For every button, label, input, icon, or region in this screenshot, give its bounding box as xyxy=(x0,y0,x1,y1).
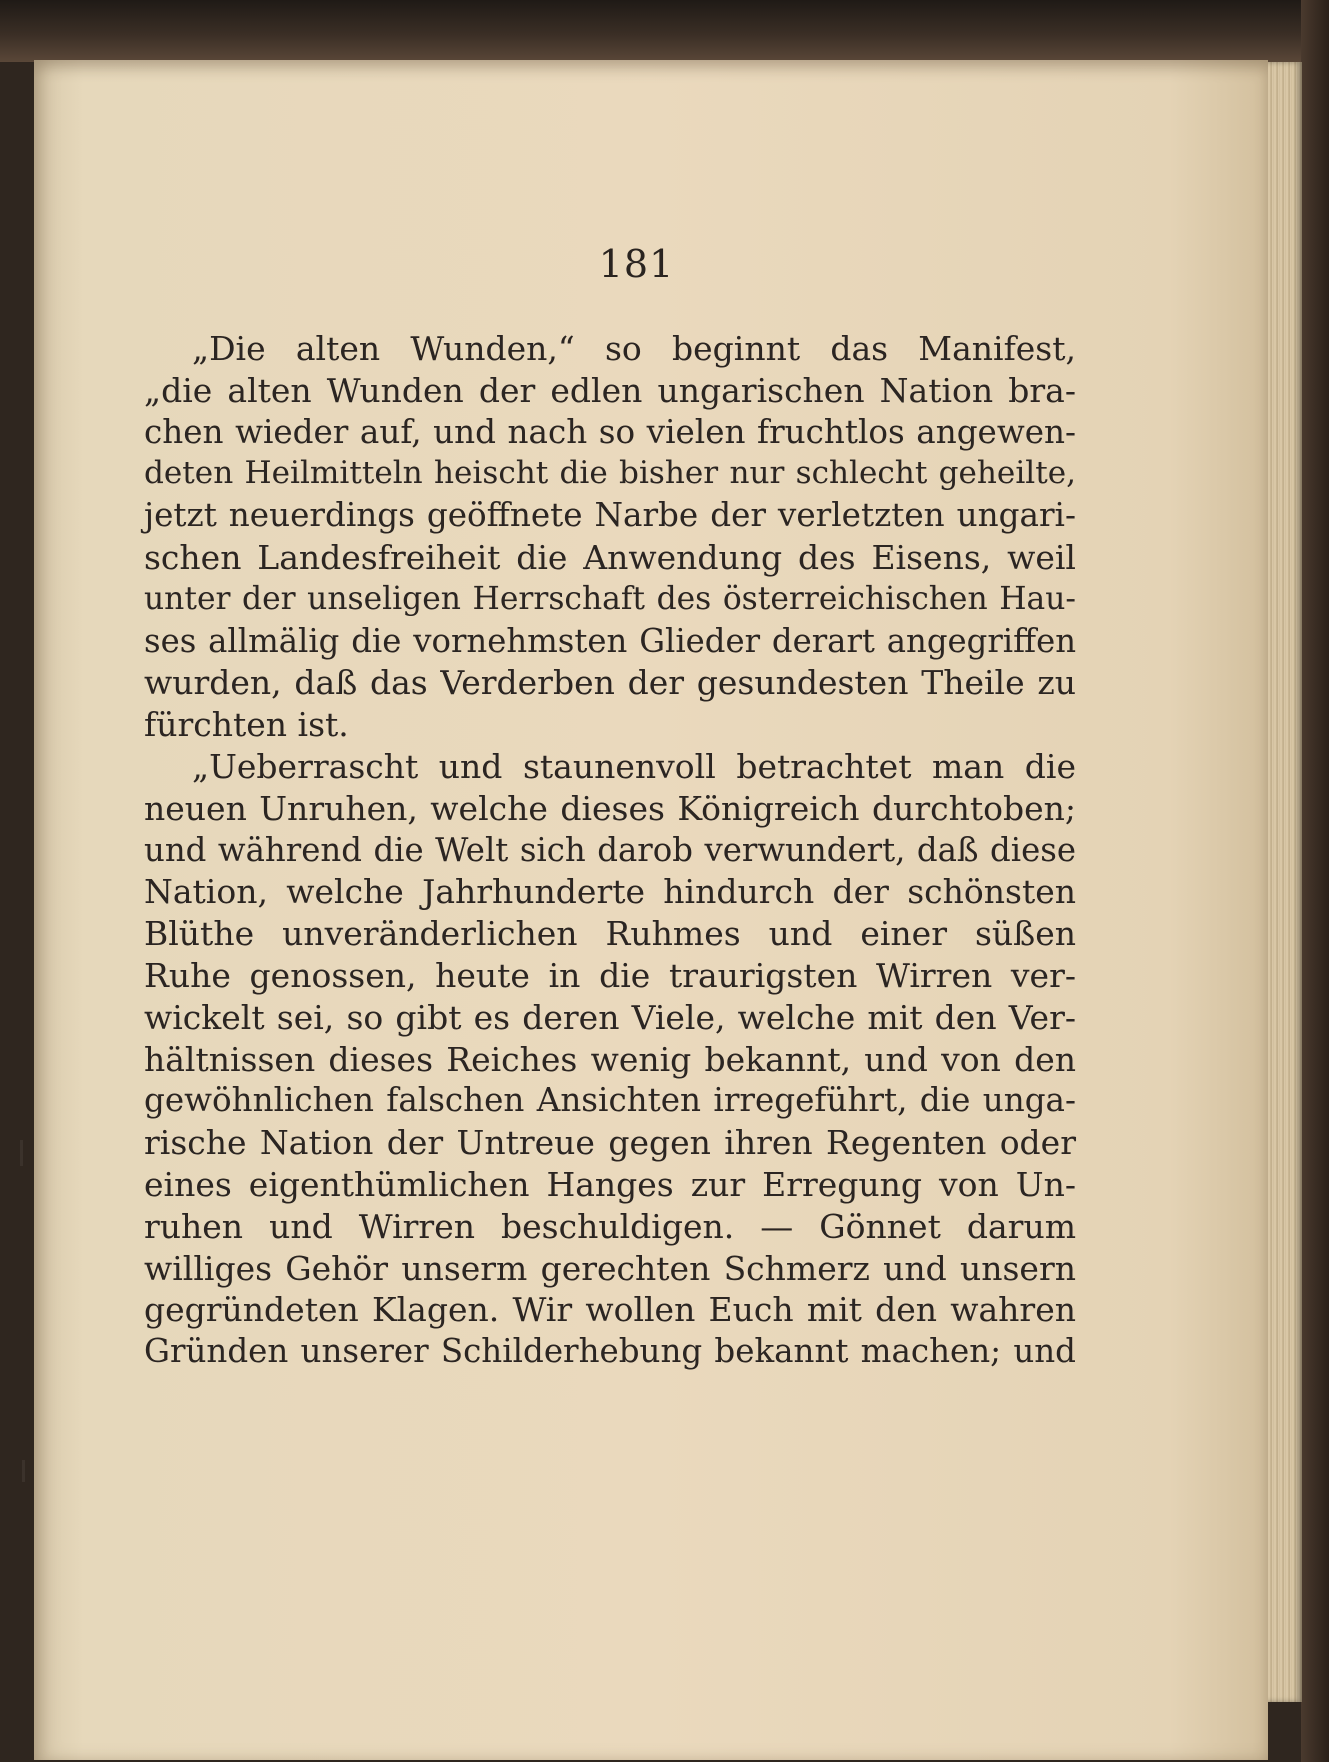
text-line: und während die Welt sich darob verwundert, daß diese xyxy=(144,830,1076,869)
text-line: Blüthe unveränderlichen Ruhmes und einer süßen xyxy=(144,914,1076,954)
book-cover-top-edge xyxy=(0,0,1329,62)
text-line: Gründen unserer Schilderhebung bekannt machen; und xyxy=(144,1332,1076,1371)
text-line: gegründeten Klagen. Wir wollen Euch mit den wahren xyxy=(144,1290,1076,1330)
text-line: schen Landesfreiheit die Anwendung des Eisens, weil xyxy=(144,537,1076,577)
text-line: Ruhe genossen, heute in die traurigsten Wirren ver- xyxy=(144,955,1076,995)
text-line: eines eigenthümlichen Hanges zur Erregung von Un- xyxy=(144,1164,1076,1204)
text-line: unter der unseligen Herrschaft des österreichischen Hau- xyxy=(144,580,1076,617)
text-line: neuen Unruhen, welche dieses Königreich durchtoben; xyxy=(144,788,1076,828)
text-line: Nation, welche Jahrhunderte hindurch der schönsten xyxy=(144,872,1076,912)
text-line: „Die alten Wunden,“ so beginnt das Manifest, xyxy=(192,329,1076,368)
page-stack-edges xyxy=(1262,62,1302,1702)
book-cover-right-edge xyxy=(1301,0,1329,1762)
text-line: chen wieder auf, und nach so vielen fruchtlos angewen- xyxy=(144,412,1076,451)
text-line: williges Gehör unserm gerechten Schmerz und unsern xyxy=(144,1248,1076,1288)
text-line: hältnissen dieses Reiches wenig bekannt, und von den xyxy=(144,1039,1076,1079)
text-line: deten Heilmitteln heischt die bisher nur schlecht geheilte, xyxy=(144,455,1076,492)
text-line: „die alten Wunden der edlen ungarischen Nation bra- xyxy=(144,370,1076,410)
text-line: rische Nation der Untreue gegen ihren Regenten oder xyxy=(144,1123,1076,1163)
book-page xyxy=(34,60,1268,1760)
text-line: ses allmälig die vornehmsten Glieder derart angegriffen xyxy=(144,621,1076,660)
text-line: fürchten ist. xyxy=(144,705,349,745)
margin-specks xyxy=(22,1460,25,1482)
text-line: „Ueberrascht und staunenvoll betrachtet man die xyxy=(192,746,1076,786)
text-line: gewöhnlichen falschen Ansichten irregeführt, die unga- xyxy=(144,1081,1076,1120)
page-number: 181 xyxy=(598,242,675,286)
text-line: ruhen und Wirren beschuldigen. — Gönnet darum xyxy=(144,1206,1076,1246)
text-line: jetzt neuerdings geöffnete Narbe der verletzten ungari- xyxy=(144,496,1076,535)
text-line: wurden, daß das Verderben der gesundesten Theile zu xyxy=(144,663,1076,703)
margin-specks xyxy=(20,1140,23,1166)
text-line: wickelt sei, so gibt es deren Viele, welche mit den Ver- xyxy=(144,997,1076,1037)
body-text xyxy=(144,328,1076,1373)
